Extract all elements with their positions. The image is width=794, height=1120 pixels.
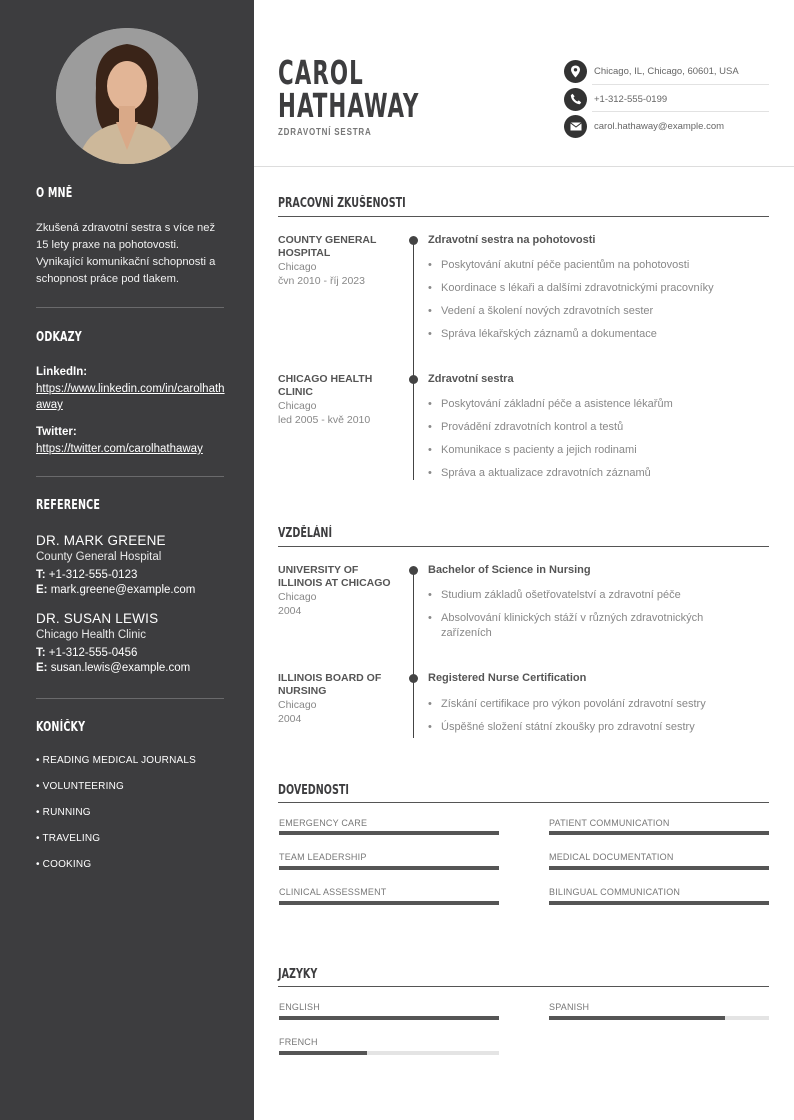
divider: [36, 307, 224, 308]
skill-bar-fill: [549, 901, 769, 905]
experience-role: Zdravotní sestra na pohotovosti: [428, 234, 596, 246]
section-rule: [278, 986, 769, 987]
skill-bar: [279, 901, 499, 905]
experience-org: CHICAGO HEALTH CLINIC Chicago led 2005 - kvě 2010: [278, 373, 373, 426]
skills-title: DOVEDNOSTI: [278, 783, 349, 798]
language-bar-fill: [549, 1016, 725, 1020]
language-bar: [549, 1016, 769, 1020]
skill-label: TEAM LEADERSHIP: [279, 852, 367, 862]
language-label: FRENCH: [279, 1037, 318, 1047]
contact-address: [564, 58, 769, 84]
skill-label: MEDICAL DOCUMENTATION: [549, 852, 674, 862]
profile-photo-icon: [56, 28, 198, 164]
language-bar: [279, 1016, 499, 1020]
divider: [36, 476, 224, 477]
reference-phone: T: +1-312-555-0456: [36, 647, 138, 659]
hobby-item: • READING MEDICAL JOURNALS: [36, 755, 197, 766]
phone-text: +1-312-555-0199: [594, 93, 668, 105]
hobby-item: • RUNNING: [36, 807, 91, 818]
education-org: UNIVERSITY OF ILLINOIS AT CHICAGO Chicago 2004: [278, 564, 391, 617]
experience-bullet: • Správa lékařských záznamů a dokumentace: [428, 327, 758, 342]
reference-org: Chicago Health Clinic: [36, 629, 146, 641]
address-text: Chicago, IL, Chicago, 60601, USA: [594, 65, 739, 77]
avatar: [56, 28, 198, 164]
skill-bar: [549, 866, 769, 870]
reference-phone: T: +1-312-555-0123: [36, 569, 138, 581]
hobby-item: • COOKING: [36, 859, 92, 870]
full-name: CAROL HATHAWAY: [278, 53, 420, 125]
hobby-item: • VOLUNTEERING: [36, 781, 124, 792]
timeline-dot: [409, 566, 418, 575]
hobbies-title: KONÍČKY: [36, 720, 86, 735]
contact-email: [564, 113, 769, 139]
experience-bullet: • Poskytování akutní péče pacientům na pohotovosti: [428, 258, 758, 273]
experience-title: PRACOVNÍ ZKUŠENOSTI: [278, 196, 406, 211]
experience-bullet: • Poskytování základní péče a asistence lékařům: [428, 397, 758, 412]
education-bullet: • Úspěšné složení státní zkoušky pro zdravotní sestry: [428, 720, 758, 735]
divider: [36, 698, 224, 699]
timeline-line: [413, 240, 414, 480]
experience-bullet: • Správa a aktualizace zdravotních záznamů: [428, 466, 758, 481]
timeline-dot: [409, 674, 418, 683]
skill-bar: [549, 831, 769, 835]
header-divider: [254, 166, 794, 167]
skill-bar: [279, 866, 499, 870]
experience-bullet: • Provádění zdravotních kontrol a testů: [428, 420, 758, 435]
section-rule: [278, 802, 769, 803]
skill-bar: [279, 831, 499, 835]
link-linkedin: [36, 364, 226, 413]
experience-bullet: • Komunikace s pacienty a jejich rodinami: [428, 443, 758, 458]
education-title: VZDĚLÁNÍ: [278, 526, 333, 541]
skill-label: PATIENT COMMUNICATION: [549, 818, 670, 828]
skill-bar-fill: [279, 901, 499, 905]
reference-email: E: susan.lewis@example.com: [36, 662, 191, 674]
reference-name: DR. SUSAN LEWIS: [36, 611, 159, 626]
education-degree: Registered Nurse Certification: [428, 672, 587, 684]
twitter-link[interactable]: https://twitter.com/carolhathaway: [36, 443, 203, 455]
links-title: ODKAZY: [36, 330, 82, 345]
about-title: O MNĚ: [36, 186, 73, 201]
skill-label: CLINICAL ASSESSMENT: [279, 887, 387, 897]
skill-label: BILINGUAL COMMUNICATION: [549, 887, 681, 897]
divider: [592, 111, 769, 112]
timeline-dot: [409, 375, 418, 384]
experience-role: Zdravotní sestra: [428, 373, 514, 385]
experience-bullet: • Vedení a školení nových zdravotních sester: [428, 304, 758, 319]
education-bullet: • Absolvování klinických stáží v různých zdravotnických zařízeních: [428, 611, 738, 641]
hobby-item: • TRAVELING: [36, 833, 101, 844]
skill-label: EMERGENCY CARE: [279, 818, 368, 828]
language-bar-fill: [279, 1016, 499, 1020]
reference-item: [36, 610, 226, 676]
skill-bar-fill: [279, 831, 499, 835]
about-text: Zkušená zdravotní sestra s více než 15 lety praxe na pohotovosti. Vynikající komunikační schopnosti a schopnost práce pod tlakem.: [36, 222, 216, 285]
timeline-line: [413, 570, 414, 738]
language-label: SPANISH: [549, 1002, 590, 1012]
section-rule: [278, 546, 769, 547]
sidebar: [0, 0, 254, 1120]
mail-icon: [564, 115, 587, 138]
location-pin-icon: [564, 60, 587, 83]
language-bar-fill: [279, 1051, 367, 1055]
skill-bar-fill: [549, 831, 769, 835]
reference-email: E: mark.greene@example.com: [36, 584, 196, 596]
linkedin-link[interactable]: https://www.linkedin.com/in/carolhathaway: [36, 383, 225, 411]
education-bullet: • Získání certifikace pro výkon povolání zdravotní sestry: [428, 697, 758, 712]
timeline-dot: [409, 236, 418, 245]
link-twitter: [36, 424, 226, 457]
link-label: LinkedIn:: [36, 366, 88, 378]
reference-title: REFERENCE: [36, 498, 101, 513]
reference-item: [36, 532, 226, 598]
reference-name: DR. MARK GREENE: [36, 533, 166, 548]
languages-title: JAZYKY: [278, 967, 318, 982]
email-text: carol.hathaway@example.com: [594, 120, 725, 132]
skill-bar: [549, 901, 769, 905]
job-title: ZDRAVOTNÍ SESTRA: [278, 127, 372, 138]
reference-org: County General Hospital: [36, 551, 162, 563]
education-org: ILLINOIS BOARD OF NURSING Chicago 2004: [278, 672, 382, 725]
education-bullet: • Studium základů ošetřovatelství a zdravotní péče: [428, 588, 758, 603]
link-label: Twitter:: [36, 426, 77, 438]
contact-phone: [564, 86, 769, 112]
experience-org: COUNTY GENERAL HOSPITAL Chicago čvn 2010 - říj 2023: [278, 234, 377, 287]
skill-bar-fill: [279, 866, 499, 870]
language-label: ENGLISH: [279, 1002, 320, 1012]
section-rule: [278, 216, 769, 217]
skill-bar-fill: [549, 866, 769, 870]
experience-bullet: • Koordinace s lékaři a dalšími zdravotnickými pracovníky: [428, 281, 758, 296]
phone-icon: [564, 88, 587, 111]
divider: [592, 84, 769, 85]
education-degree: Bachelor of Science in Nursing: [428, 564, 591, 576]
language-bar: [279, 1051, 499, 1055]
